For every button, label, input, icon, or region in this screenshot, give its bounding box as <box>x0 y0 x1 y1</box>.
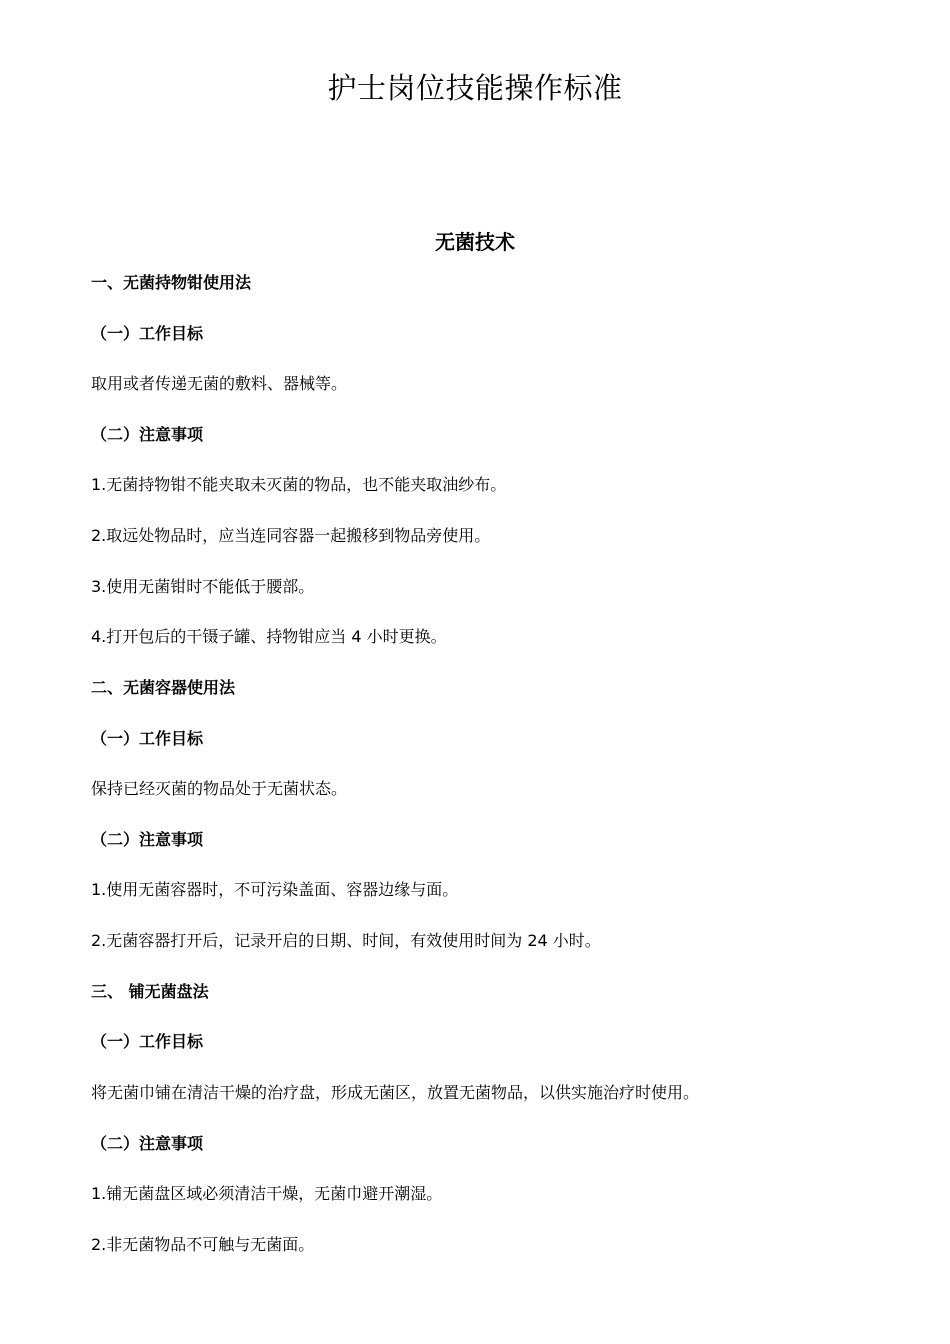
subheading-goal: （一）工作目标 <box>91 324 204 343</box>
subheading-notes: （二）注意事项 <box>91 830 204 849</box>
paragraph: 保持已经灭菌的物品处于无菌状态。 <box>91 779 348 798</box>
subheading-notes: （二）注意事项 <box>91 1134 204 1153</box>
list-item: 1.铺无菌盘区域必须清洁干燥，无菌巾避开潮湿。 <box>91 1184 443 1203</box>
list-item: 2.无菌容器打开后，记录开启的日期、时间，有效使用时间为 24 小时。 <box>91 931 601 950</box>
list-item: 3.使用无菌钳时不能低于腰部。 <box>91 577 315 596</box>
heading-sterile-forceps: 一、无菌持物钳使用法 <box>91 273 252 292</box>
list-item: 1.使用无菌容器时，不可污染盖面、容器边缘与面。 <box>91 880 459 899</box>
document-title: 护士岗位技能操作标准 <box>327 71 623 105</box>
section-title: 无菌技术 <box>435 230 515 254</box>
subheading-goal: （一）工作目标 <box>91 1032 204 1051</box>
subheading-goal: （一）工作目标 <box>91 729 204 748</box>
list-item: 1.无菌持物钳不能夹取未灭菌的物品，也不能夹取油纱布。 <box>91 475 507 494</box>
paragraph: 将无菌巾铺在清洁干燥的治疗盘，形成无菌区，放置无菌物品，以供实施治疗时使用。 <box>91 1083 700 1102</box>
list-item: 2.非无菌物品不可触与无菌面。 <box>91 1235 315 1254</box>
list-item: 2.取远处物品时，应当连同容器一起搬移到物品旁使用。 <box>91 526 491 545</box>
heading-sterile-tray: 三、 铺无菌盘法 <box>91 982 209 1001</box>
paragraph: 取用或者传递无菌的敷料、器械等。 <box>91 374 348 393</box>
list-item: 4.打开包后的干镊子罐、持物钳应当 4 小时更换。 <box>91 627 447 646</box>
subheading-notes: （二）注意事项 <box>91 425 204 444</box>
heading-sterile-container: 二、无菌容器使用法 <box>91 678 236 697</box>
